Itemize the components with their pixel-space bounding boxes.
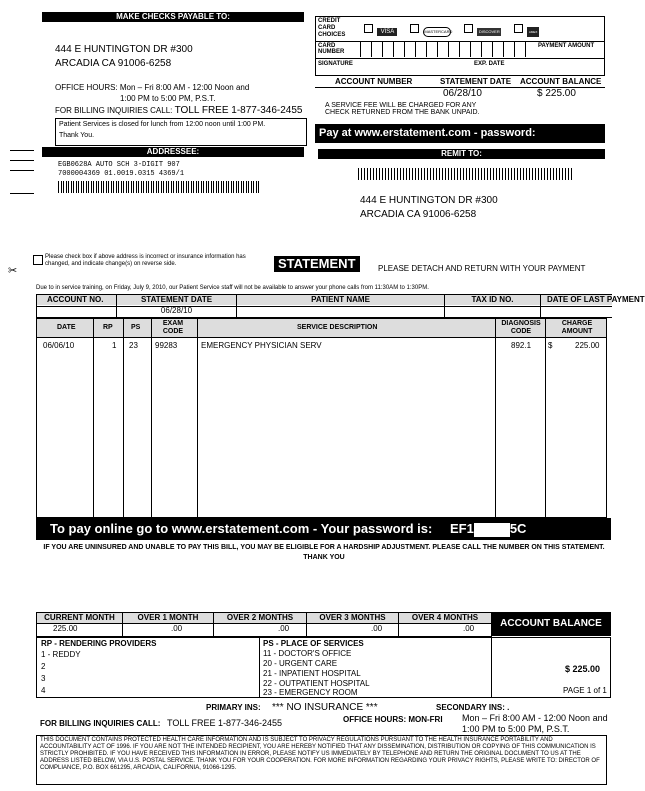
provider-item: 4 <box>41 686 46 695</box>
card-number-label: CARD NUMBER <box>318 43 345 55</box>
row-diagnosis: 892.1 <box>511 341 532 350</box>
password-end: 5C <box>509 521 527 536</box>
aging-header-4: OVER 4 MONTHS <box>399 613 492 624</box>
page-number: PAGE 1 of 1 <box>563 686 607 695</box>
footer-hours-2: 1:00 PM to 5:00 PM, P.S.T. <box>462 724 570 734</box>
footer-billing-phone: TOLL FREE 1-877-346-2455 <box>167 718 283 728</box>
col-divider <box>545 319 546 517</box>
places-title: PS - PLACE OF SERVICES <box>263 639 364 648</box>
account-info-header <box>315 77 605 88</box>
provider-item: 2 <box>41 662 46 671</box>
fold-mark <box>10 150 34 151</box>
statement-date-label: STATEMENT DATE <box>440 77 512 86</box>
row-description: EMERGENCY PHYSICIAN SERV <box>201 341 322 350</box>
balance-amount: $ 225.00 <box>565 664 601 674</box>
remit-barcode <box>358 168 572 180</box>
thank-you: Thank You. <box>59 132 95 139</box>
mastercard-checkbox[interactable] <box>410 24 419 33</box>
online-payment-bar <box>36 518 611 540</box>
row-date: 06/06/10 <box>43 341 75 350</box>
statement-date-value: 06/28/10 <box>443 88 482 99</box>
provider-item: 3 <box>41 674 46 683</box>
addressee-header <box>42 147 304 157</box>
aging-value-current: 225.00 <box>37 624 123 637</box>
aging-value-1: .00 <box>123 624 214 637</box>
credit-card-label: CREDIT CARD CHOICES <box>318 18 346 38</box>
amex-checkbox[interactable] <box>514 24 523 33</box>
address-change-note: Please check box if above address is incorrect or insurance information has changed, and indicate change(s) on reverse side. <box>45 254 246 267</box>
visa-checkbox[interactable] <box>364 24 373 33</box>
payee-address-line1: 444 E HUNTINGTON DR #300 <box>55 44 193 55</box>
card-number-field[interactable] <box>350 42 535 57</box>
col-exam-code: EXAM CODE <box>162 320 184 335</box>
aging-value-4: .00 <box>399 624 492 637</box>
primary-ins-label: PRIMARY INS: <box>206 703 261 712</box>
account-balance-label: ACCOUNT BALANCE <box>520 77 602 86</box>
remit-address-line1: 444 E HUNTINGTON DR #300 <box>360 195 498 206</box>
make-checks-label: MAKE CHECKS PAYABLE TO: <box>116 12 230 21</box>
remit-to-label: REMIT TO: <box>441 149 482 158</box>
training-notice: Due to in service training, on Friday, July 9, 2010, our Patient Service staff will not be available to answer your phone calls from 11:30AM to 1:30PM. <box>36 285 429 291</box>
account-balance-box: ACCOUNT BALANCE <box>491 612 611 636</box>
billing-phone: TOLL FREE 1-877-346-2455 <box>174 105 303 116</box>
row-amount: 225.00 <box>575 341 600 350</box>
service-table <box>36 318 607 518</box>
service-fee-line1: A SERVICE FEE WILL BE CHARGED FOR ANY <box>325 102 477 109</box>
section-divider <box>491 638 492 697</box>
tax-id-label: TAX ID NO. <box>445 295 541 305</box>
statement-date-header: STATEMENT DATE <box>117 295 237 305</box>
billing-label: FOR BILLING INQUIRIES CALL: <box>55 106 173 115</box>
place-item: 20 - URGENT CARE <box>263 659 338 668</box>
aging-value-3: .00 <box>307 624 399 637</box>
address-change-checkbox[interactable] <box>33 255 43 265</box>
fold-mark <box>10 193 34 194</box>
patient-name-label: PATIENT NAME <box>237 295 445 305</box>
billing-inquiries <box>55 105 302 116</box>
addressee-barcode <box>58 181 261 193</box>
row-exam-code: 99283 <box>155 341 178 350</box>
hardship-notice: IF YOU ARE UNINSURED AND UNABLE TO PAY THIS BILL, YOU MAY BE ELIGIBLE FOR A HARDSHIP ADJUSTMENT. PLEASE CALL THE NUMBER ON THIS STATEMENT. THANK YOU <box>43 544 605 561</box>
exp-date-label: EXP. DATE <box>474 61 505 67</box>
office-hours: OFFICE HOURS: Mon – Fri 8:00 AM - 12:00 Noon and <box>55 83 250 92</box>
aging-header-2: OVER 2 MONTHS <box>214 613 307 624</box>
confidentiality-notice: THIS DOCUMENT CONTAINS PROTECTED HEALTH CARE INFORMATION AND IS SUBJECT TO PRIVACY REGULATIONS PURSUANT TO THE HEALTH INSURANCE PORTABILITY AND ACCOUNTABILITY ACT OF 1996. IF YOU ARE NOT THE INTENDED RECIPIENT, YOU ARE HEREBY NOTIFIED THAT ANY DISSEMINATION, DISTRIBUTION OR COPYING OF THIS COMMUNICATION IS STRICTLY PROHIBITED. IF YOU HAVE RECEIVED THIS INFORMATION IN ERROR, PLEASE NOTIFY US IMMEDIATELY BY TELEPHONE AND RETURN THE ORIGINAL DOCUMENT TO US AT THE ADDRESS LISTED BELOW, VIA U.S. POSTAL SERVICE. THANK YOU FOR YOUR COOPERATION. FOR MORE INFORMATION REGARDING YOUR PRIVACY RIGHTS, PLEASE WRITE TO: DIRECTOR OF COMPLIANCE, P.O. BOX 661295, ARCADIA, CALIFORNIA, 91066-1295. <box>36 735 607 785</box>
patient-name-value <box>237 305 445 317</box>
providers-section <box>36 637 611 698</box>
place-item: 11 - DOCTOR'S OFFICE <box>263 649 352 658</box>
tax-id-value <box>445 305 541 317</box>
providers-title: RP - RENDERING PROVIDERS <box>41 639 157 648</box>
aging-value-2: .00 <box>214 624 307 637</box>
footer-office-label: OFFICE HOURS: MON-FRI <box>343 715 443 724</box>
footer-hours-1: Mon – Fri 8:00 AM - 12:00 Noon and <box>462 713 608 723</box>
password-start: EF1 <box>449 521 474 536</box>
credit-card-box <box>315 16 605 76</box>
scissors-icon: ✂ <box>8 265 18 277</box>
col-divider <box>93 319 94 517</box>
discover-checkbox[interactable] <box>464 24 473 33</box>
fold-mark <box>10 170 34 171</box>
online-payment-text: To pay online go to www.erstatement.com - Your password is: <box>50 521 433 536</box>
account-no-value <box>37 305 117 317</box>
office-hours-2: 1:00 PM to 5:00 PM, P.S.T. <box>120 94 216 103</box>
signature-label: SIGNATURE <box>318 61 353 67</box>
account-value-row <box>36 305 612 318</box>
card-type-options <box>364 20 539 38</box>
col-ps: PS <box>131 324 141 331</box>
detach-instruction: PLEASE DETACH AND RETURN WITH YOUR PAYMENT <box>378 264 586 273</box>
secondary-ins-label: SECONDARY INS: . <box>436 703 510 712</box>
addressee-label: ADDRESSEE: <box>146 147 200 156</box>
account-balance-value: $ 225.00 <box>537 88 576 99</box>
footer-billing-label: FOR BILLING INQUIRIES CALL: <box>40 719 161 728</box>
col-divider <box>495 319 496 517</box>
fold-marks <box>10 150 34 194</box>
service-fee-note <box>325 102 480 116</box>
aging-header-current: CURRENT MONTH <box>37 613 123 624</box>
payment-amount-label: PAYMENT AMOUNT <box>538 43 595 49</box>
remit-address-line2: ARCADIA CA 91006-6258 <box>360 209 477 220</box>
col-divider <box>151 319 152 517</box>
visa-logo-icon: VISA <box>377 28 397 36</box>
col-diagnosis: DIAGNOSIS CODE <box>501 320 541 335</box>
row-currency: $ <box>548 341 553 350</box>
remit-to-header <box>318 149 605 159</box>
account-no-label: ACCOUNT NO. <box>37 295 117 305</box>
section-divider <box>259 638 260 697</box>
place-item: 22 - OUTPATIENT HOSPITAL <box>263 679 370 688</box>
amex-logo-icon: AMEX <box>527 27 539 37</box>
statement-date-cell: 06/28/10 <box>117 305 237 317</box>
place-item: 21 - INPATIENT HOSPITAL <box>263 669 361 678</box>
col-date: DATE <box>57 324 76 331</box>
pay-online-text: Pay at www.erstatement.com - password: <box>319 127 536 139</box>
service-fee-line2: CHECK RETURNED FROM THE BANK UNPAID. <box>325 109 480 116</box>
col-rp: RP <box>103 324 113 331</box>
primary-ins-value: *** NO INSURANCE *** <box>272 702 378 713</box>
password-redacted-box <box>474 523 510 537</box>
payee-address-line2: ARCADIA CA 91006-6258 <box>55 58 172 69</box>
lunch-notice: Patient Services is closed for lunch from 12:00 noon until 1:00 PM. <box>59 121 266 128</box>
col-charge: CHARGE AMOUNT <box>561 320 593 335</box>
lunch-notice-box <box>55 118 307 146</box>
row-rp: 1 <box>112 341 117 350</box>
addressee-line1: EGB0628A AUTO SCH 3-DIGIT 907 <box>58 161 180 169</box>
col-description: SERVICE DESCRIPTION <box>297 324 378 331</box>
card-number-row <box>316 41 604 59</box>
row-ps: 23 <box>129 341 138 350</box>
col-divider <box>123 319 124 517</box>
last-payment-label: DATE OF LAST PAYMENT <box>541 295 612 305</box>
fold-mark <box>10 160 34 161</box>
col-divider <box>197 319 198 517</box>
aging-header-3: OVER 3 MONTHS <box>307 613 399 624</box>
make-checks-header <box>42 12 304 22</box>
account-number-label: ACCOUNT NUMBER <box>335 77 413 86</box>
provider-item: 1 - REDDY <box>41 650 81 659</box>
mastercard-logo-icon: MASTERCARD <box>423 27 451 37</box>
discover-logo-icon: DISCOVER <box>478 29 500 34</box>
addressee-line2: 7000004369 01.0019.0315 4369/1 <box>58 170 185 178</box>
statement-label: STATEMENT <box>274 256 360 272</box>
pay-online-bar <box>315 124 605 143</box>
aging-table <box>36 612 492 637</box>
place-item: 23 - EMERGENCY ROOM <box>263 688 358 697</box>
aging-header-1: OVER 1 MONTH <box>123 613 214 624</box>
